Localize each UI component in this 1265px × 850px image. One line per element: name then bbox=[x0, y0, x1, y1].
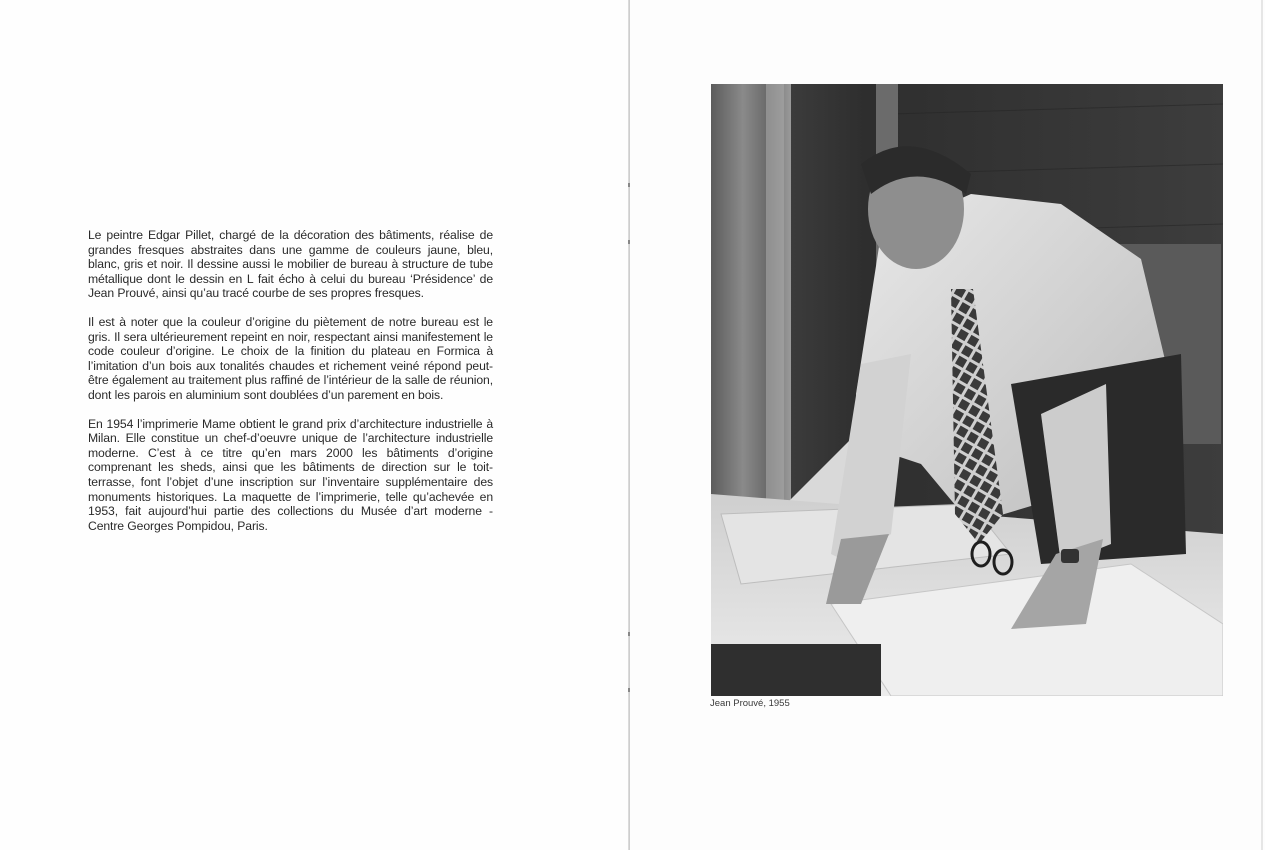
paragraph-3: En 1954 l’imprimerie Mame obtient le grand prix d’architecture industrielle à Milan. Elle constitue un chef-d’oeuvre unique de l’architecture industrielle moderne. C’est à ce titre qu’en mars 2000 les bâtiments d’origine comprenant les sheds, ainsi que les bâtiments de direction sur le toit-terrasse, font l’objet d’une inscription sur l’inventaire supplémentaire des monuments historiques. La maquette de l’imprimerie, telle qu’achevée en 1953, fait aujourd’hui partie des collections du Musée d’art moderne - Centre Georges Pompidou, Paris. bbox=[88, 416, 493, 533]
paragraph-1: Le peintre Edgar Pillet, chargé de la décoration des bâtiments, réalise de grandes fresques abstraites dans une gamme de couleurs jaune, bleu, blanc, gris et noir. Il dessine aussi le mobilier de bureau à structure de tube métallique dont le dessin en L fait écho à celui du bureau ‘Présidence’ de Jean Prouvé, ainsi qu’au tracé courbe de ses propres fresques. bbox=[88, 228, 493, 301]
page-edge bbox=[1261, 0, 1263, 850]
paragraph-2: Il est à noter que la couleur d’origine du piètement de notre bureau est le gris. Il sera ultérieurement repeint en noir, respectant ainsi manifestement le code couleur d’origine. Le choix de la finition du plateau en Formica à l’imitation d’un bois aux tonalités chaudes et richement veiné répond peut-être également au traitement plus raffiné de l’intérieur de la salle de réunion, dont les parois en aluminium sont doublées d’un parement en bois. bbox=[88, 314, 493, 402]
portrait-photo bbox=[711, 84, 1223, 696]
photo-caption: Jean Prouvé, 1955 bbox=[710, 698, 790, 709]
body-text bbox=[88, 228, 493, 547]
left-page bbox=[0, 0, 628, 850]
